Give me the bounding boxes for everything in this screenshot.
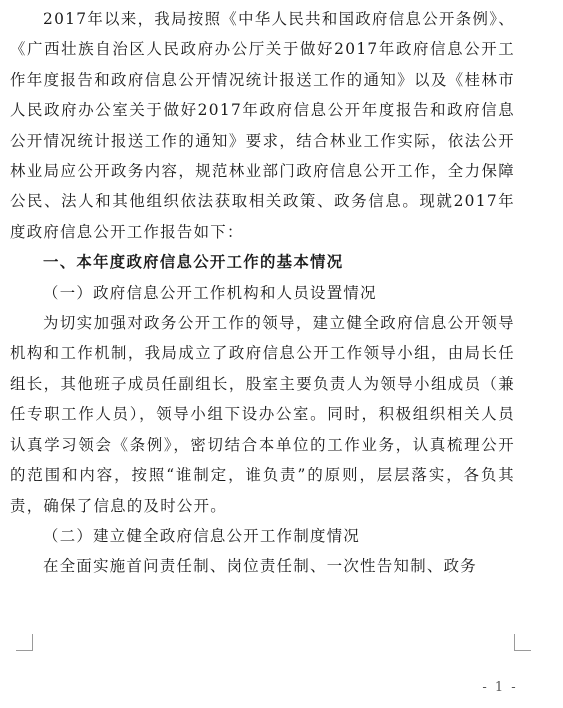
document-body: [10, 4, 515, 582]
intro-paragraph: 2017年以来，我局按照《中华人民共和国政府信息公开条例》、《广西壮族自治区人民政府办公厅关于做好2017年政府信息公开工作年度报告和政府信息公开情况统计报送工作的通知》以及《桂林市人民政府办公室关于做好2017年政府信息公开年度报告和政府信息公开情况统计报送工作的通知》要求，结合林业工作实际，依法公开林业局应公开政务内容，规范林业部门政府信息公开工作，全力保障公民、法人和其他组织依法获取相关政策、政务信息。现就2017年度政府信息公开工作报告如下：: [10, 10, 515, 241]
section-heading-basic-situation: 一、本年度政府信息公开工作的基本情况: [43, 253, 344, 272]
system-paragraph: 在全面实施首问责任制、岗位责任制、一次性告知制、政务: [43, 557, 477, 576]
organization-paragraph: 为切实加强对政务公开工作的领导，建立健全政府信息公开领导机构和工作机制，我局成立了政府信息公开工作领导小组，由局长任组长，其他班子成员任副组长，股室主要负责人为领导小组成员（兼任专职工作人员），领导小组下设办公室。同时，积极组织相关人员认真学习领会《条例》，密切结合本单位的工作业务，认真梳理公开的范围和内容，按照“谁制定，谁负责”的原则，层层落实，各负其责，确保了信息的及时公开。: [10, 314, 515, 515]
margin-corner-mark-right: [514, 634, 531, 651]
subsection-heading-organization: （一）政府信息公开工作机构和人员设置情况: [43, 283, 377, 302]
subsection-heading-system: （二）建立健全政府信息公开工作制度情况: [43, 526, 361, 545]
margin-corner-mark-left: [16, 634, 33, 651]
page-number: - 1 -: [482, 680, 518, 695]
